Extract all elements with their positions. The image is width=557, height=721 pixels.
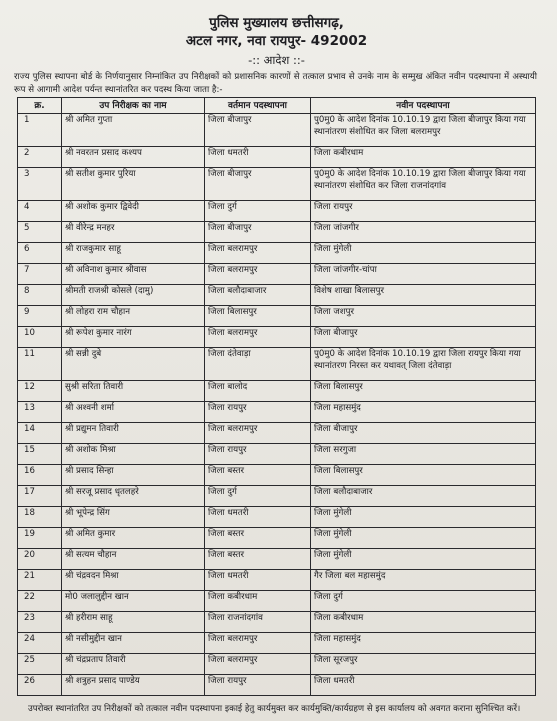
table-row xyxy=(18,486,536,507)
col-header-name: उप निरीक्षक का नाम xyxy=(62,98,205,114)
serial-cell: 26 xyxy=(18,675,62,696)
current-posting-cell: जिला कबीरधाम xyxy=(205,591,311,612)
office-name: पुलिस मुख्यालय छत्तीसगढ़, xyxy=(209,15,344,31)
current-posting-cell: जिला धमतरी xyxy=(205,570,311,591)
office-address: अटल नगर, नवा रायपुर- 492002 xyxy=(185,33,368,49)
col-header-serial: क्र. xyxy=(18,98,62,114)
current-posting-cell: जिला बीजापुर xyxy=(205,114,311,147)
table-row xyxy=(18,285,536,306)
current-posting-cell: जिला रायपुर xyxy=(205,402,311,423)
current-posting-cell: जिला धमतरी xyxy=(205,507,311,528)
serial-cell: 1 xyxy=(18,114,62,147)
current-posting-cell: जिला बलरामपुर xyxy=(205,633,311,654)
new-posting-cell: जिला धमतरी xyxy=(311,675,536,696)
table-row xyxy=(18,222,536,243)
new-posting-cell: जिला महासमुंद xyxy=(311,402,536,423)
serial-cell: 13 xyxy=(18,402,62,423)
serial-cell: 5 xyxy=(18,222,62,243)
current-posting-cell: जिला बलरामपुर xyxy=(205,243,311,264)
serial-cell: 7 xyxy=(18,264,62,285)
order-title: -:: आदेश ::- xyxy=(248,53,305,67)
name-cell: श्री नवरतन प्रसाद कश्यप xyxy=(62,147,205,168)
name-cell: श्री सतीश कुमार पुरिया xyxy=(62,168,205,201)
current-posting-cell: जिला बलरामपुर xyxy=(205,264,311,285)
new-posting-cell: जिला सरगुजा xyxy=(311,444,536,465)
transfer-table xyxy=(17,97,536,696)
new-posting-cell: गैर जिला बल महासमुंद xyxy=(311,570,536,591)
current-posting-cell: जिला बलरामपुर xyxy=(205,423,311,444)
col-header-new-posting: नवीन पदस्थापना xyxy=(311,98,536,114)
order-footer-paragraph: उपरोक्त स्थानांतरित उप निरीक्षकों को तत्काल नवीन पदस्थापना इकाई हेतु कार्यमुक्त कर कार्यमुक्ति/कार्यग्रहण से इस कार्यालय को अवगत कराना सुनिश्चित करें। xyxy=(28,704,521,714)
col-header-current-posting: वर्तमान पदस्थापना xyxy=(205,98,311,114)
table-row xyxy=(18,114,536,147)
current-posting-cell: जिला बस्तर xyxy=(205,528,311,549)
new-posting-cell: जिला बलौदाबाजार xyxy=(311,486,536,507)
table-row xyxy=(18,465,536,486)
name-cell: श्री सन्नी दुबे xyxy=(62,348,205,381)
new-posting-cell: जिला बीजापुर xyxy=(311,327,536,348)
table-row xyxy=(18,147,536,168)
name-cell: श्री चंद्रवदन मिश्रा xyxy=(62,570,205,591)
new-posting-cell: विशेष शाखा बिलासपुर xyxy=(311,285,536,306)
table-row xyxy=(18,675,536,696)
table-row xyxy=(18,201,536,222)
name-cell: श्री अमित कुमार xyxy=(62,528,205,549)
document-header xyxy=(14,14,539,67)
name-cell: मो0 जलालुद्दीन खान xyxy=(62,591,205,612)
table-row xyxy=(18,654,536,675)
serial-cell: 10 xyxy=(18,327,62,348)
name-cell: श्री हरीराम साहू xyxy=(62,612,205,633)
table-row xyxy=(18,612,536,633)
name-cell: श्री सरजू प्रसाद धृतलहरे xyxy=(62,486,205,507)
serial-cell: 19 xyxy=(18,528,62,549)
current-posting-cell: जिला बालोद xyxy=(205,381,311,402)
order-intro-paragraph: राज्य पुलिस स्थापना बोर्ड के निर्णयानुसार निम्नांकित उप निरीक्षकों को प्रशासनिक कारणों से तत्काल प्रभाव से उनके नाम के सम्मुख अंकित नवीन पदस्थापना में अस्थायी रूप से आगामी आदेश पर्यन्त स्थानांतरित कर पदस्थ किया जाता है:- xyxy=(14,72,537,95)
name-cell: श्री प्रसाद सिन्हा xyxy=(62,465,205,486)
new-posting-cell: पु0मु0 के आदेश दिनांक 10.10.19 द्वारा जिला बीजापुर किया गया स्थानांतरण संशोधित कर जिला राजनांदगांव xyxy=(311,168,536,201)
new-posting-cell: जिला सूरजपुर xyxy=(311,654,536,675)
transfer-table-body xyxy=(18,114,536,696)
name-cell: श्री भूपेन्द्र सिंग xyxy=(62,507,205,528)
current-posting-cell: जिला बलरामपुर xyxy=(205,654,311,675)
serial-cell: 14 xyxy=(18,423,62,444)
table-row xyxy=(18,168,536,201)
new-posting-cell: जिला जशपुर xyxy=(311,306,536,327)
name-cell: श्री चंद्रप्रताप तिवारी xyxy=(62,654,205,675)
serial-cell: 4 xyxy=(18,201,62,222)
current-posting-cell: जिला रायपुर xyxy=(205,675,311,696)
table-row xyxy=(18,381,536,402)
name-cell: श्री अशोक मिश्रा xyxy=(62,444,205,465)
table-row xyxy=(18,591,536,612)
new-posting-cell: जिला रायपुर xyxy=(311,201,536,222)
current-posting-cell: जिला बस्तर xyxy=(205,465,311,486)
serial-cell: 9 xyxy=(18,306,62,327)
new-posting-cell: पु0मु0 के आदेश दिनांक 10.10.19 द्वारा जिला रायपुर किया गया स्थानांतरण निरस्त कर यथावत् जिला दंतेवाड़ा xyxy=(311,348,536,381)
serial-cell: 8 xyxy=(18,285,62,306)
serial-cell: 25 xyxy=(18,654,62,675)
name-cell: श्रीमती राजश्री कोसले (दामु) xyxy=(62,285,205,306)
new-posting-cell: जिला मुंगेली xyxy=(311,528,536,549)
serial-cell: 22 xyxy=(18,591,62,612)
serial-cell: 12 xyxy=(18,381,62,402)
current-posting-cell: जिला धमतरी xyxy=(205,147,311,168)
current-posting-cell: जिला राजनांदगांव xyxy=(205,612,311,633)
table-row xyxy=(18,327,536,348)
name-cell: श्री अश्वनी शर्मा xyxy=(62,402,205,423)
name-cell: श्री अमित गुप्ता xyxy=(62,114,205,147)
serial-cell: 21 xyxy=(18,570,62,591)
serial-cell: 17 xyxy=(18,486,62,507)
current-posting-cell: जिला दुर्ग xyxy=(205,201,311,222)
current-posting-cell: जिला दंतेवाड़ा xyxy=(205,348,311,381)
table-row xyxy=(18,264,536,285)
table-row xyxy=(18,402,536,423)
new-posting-cell: जिला बिलासपुर xyxy=(311,465,536,486)
new-posting-cell: जिला जांजगीर-चांपा xyxy=(311,264,536,285)
new-posting-cell: जिला मुंगेली xyxy=(311,549,536,570)
name-cell: श्री वीरेन्द्र मनहर xyxy=(62,222,205,243)
current-posting-cell: जिला बस्तर xyxy=(205,549,311,570)
new-posting-cell: जिला मुंगेली xyxy=(311,507,536,528)
current-posting-cell: जिला दुर्ग xyxy=(205,486,311,507)
table-row xyxy=(18,423,536,444)
name-cell: श्री प्रद्युमन तिवारी xyxy=(62,423,205,444)
new-posting-cell: जिला बिलासपुर xyxy=(311,381,536,402)
name-cell: श्री सत्यम चौहान xyxy=(62,549,205,570)
name-cell: श्री नसीमुद्दीन खान xyxy=(62,633,205,654)
serial-cell: 6 xyxy=(18,243,62,264)
table-row xyxy=(18,528,536,549)
current-posting-cell: जिला रायपुर xyxy=(205,444,311,465)
table-row xyxy=(18,507,536,528)
name-cell: श्री राजकुमार साहू xyxy=(62,243,205,264)
name-cell: श्री अविनाश कुमार श्रीवास xyxy=(62,264,205,285)
serial-cell: 18 xyxy=(18,507,62,528)
name-cell: सुश्री सरिता तिवारी xyxy=(62,381,205,402)
current-posting-cell: जिला बिलासपुर xyxy=(205,306,311,327)
new-posting-cell: जिला जांजगीर xyxy=(311,222,536,243)
table-row xyxy=(18,570,536,591)
new-posting-cell: जिला महासमुंद xyxy=(311,633,536,654)
name-cell: श्री शत्रुहन प्रसाद पाण्डेय xyxy=(62,675,205,696)
table-row xyxy=(18,549,536,570)
serial-cell: 16 xyxy=(18,465,62,486)
serial-cell: 2 xyxy=(18,147,62,168)
new-posting-cell: जिला मुंगेली xyxy=(311,243,536,264)
serial-cell: 3 xyxy=(18,168,62,201)
serial-cell: 23 xyxy=(18,612,62,633)
new-posting-cell: जिला कबीरधाम xyxy=(311,147,536,168)
table-row xyxy=(18,348,536,381)
table-row xyxy=(18,633,536,654)
serial-cell: 15 xyxy=(18,444,62,465)
serial-cell: 24 xyxy=(18,633,62,654)
name-cell: श्री लोहरा राम चौहान xyxy=(62,306,205,327)
serial-cell: 20 xyxy=(18,549,62,570)
new-posting-cell: जिला कबीरधाम xyxy=(311,612,536,633)
table-row xyxy=(18,243,536,264)
table-row xyxy=(18,306,536,327)
name-cell: श्री रूपेश कुमार नारंग xyxy=(62,327,205,348)
new-posting-cell: जिला बीजापुर xyxy=(311,423,536,444)
current-posting-cell: जिला बलौदाबाजार xyxy=(205,285,311,306)
current-posting-cell: जिला बीजापुर xyxy=(205,168,311,201)
new-posting-cell: पु0मु0 के आदेश दिनांक 10.10.19 द्वारा जिला बीजापुर किया गया स्थानांतरण संशोधित कर जिला बलरामपुर xyxy=(311,114,536,147)
current-posting-cell: जिला बीजापुर xyxy=(205,222,311,243)
current-posting-cell: जिला बलरामपुर xyxy=(205,327,311,348)
name-cell: श्री अशोक कुमार द्विवेदी xyxy=(62,201,205,222)
new-posting-cell: जिला दुर्ग xyxy=(311,591,536,612)
table-header-row xyxy=(18,98,536,114)
table-row xyxy=(18,444,536,465)
serial-cell: 11 xyxy=(18,348,62,381)
